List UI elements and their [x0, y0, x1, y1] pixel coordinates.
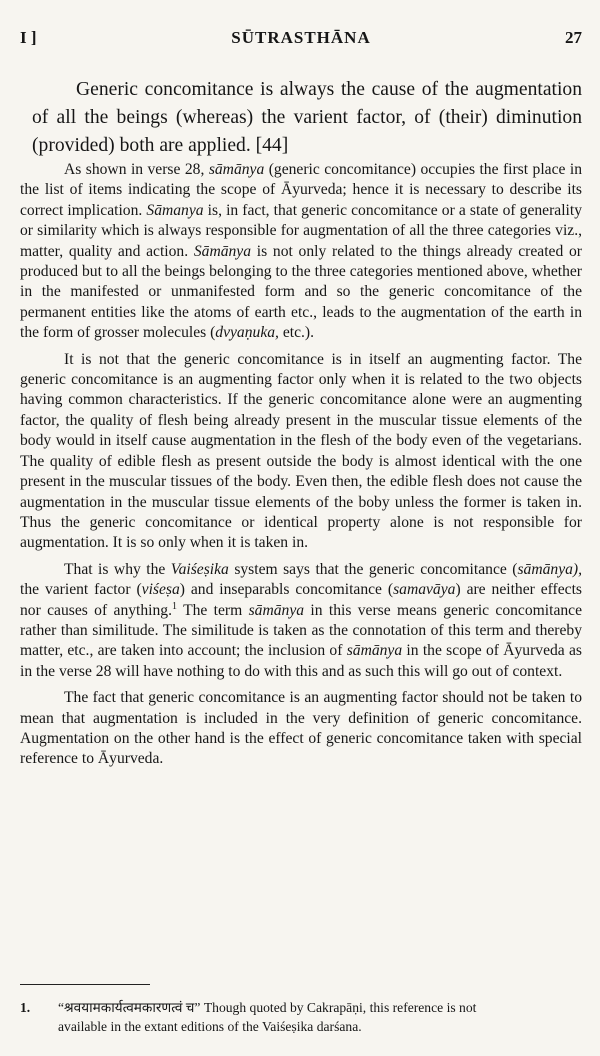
text-run: etc.). [278, 324, 315, 342]
text-run: The term [177, 601, 249, 619]
paragraph-2: It is not that the generic concomitance is in itself an augmenting factor. The generic concomitance is an augmenting factor only when it is related to the two objects having common characteristics. If the generic concomitance alone were an augmenting factor, the quality of flesh being already present in the muscular tissue elements of the body would in itself cause augmentation in the flesh of the body even of the vegetarians. The quality of edible flesh as present outside the body is almost identical with the one present in the muscular tissues of the body. Even then, the edible flesh does not cause the augmentation in the muscular tissue elements of the boby unless the former is taken in. Thus the generic concomitance or identical property alone is not responsible for augmentation. It is so only when it is taken in. [20, 350, 582, 552]
text-run: is not only related to the things already created or produced but to all the beings belonging to the three categories mentioned above, whether in the manifested or unmanifested form and so the generic concomitance of the permanent entities like the atoms of earth etc., leads to the augmentation of the earth in the form of grosser molecules ( [20, 242, 582, 342]
chapter-marker: I ] [20, 28, 37, 47]
page-number: 27 [565, 28, 582, 47]
sanskrit-term: viśeṣa [141, 581, 180, 599]
sanskrit-term: sāmānya [346, 642, 403, 660]
sanskrit-term: Sāmānya [193, 242, 252, 260]
footnote-ref[interactable]: 1 [172, 600, 177, 612]
commentary [20, 160, 582, 776]
text-run: That is why the [64, 560, 171, 578]
footnote-text: “श्रवयामकार्यत्वमकारणत्वं च” Though quoted by Cakrapāṇi, this reference is not [58, 1000, 477, 1015]
running-title: SŪTRASTHĀNA [231, 28, 371, 47]
text-run: the varient factor ( [20, 581, 142, 599]
paragraph-4: The fact that generic concomitance is an augmenting factor should not be taken to mean that augmentation is included in the very definition of generic concomitance. Augmentation on the other hand is the effect of generic concomitance taken with special reference to Āyurveda. [20, 689, 582, 768]
footnote-line-2: available in the extant editions of the Vaiśeṣika darśana. [58, 1019, 362, 1034]
sanskrit-term: sāmānya [208, 161, 265, 178]
text-run: is, in fact, that generic concomitance or a state of generality or similarity which is always responsible for augmentation of all the three categories viz., matter, quality and action. [20, 201, 582, 260]
footnote [20, 998, 582, 1036]
sanskrit-term: Vaiśeṣika [170, 560, 229, 578]
sanskrit-term: sāmānya), [517, 560, 582, 578]
running-header [20, 28, 582, 50]
text-run: ) are neither effects nor causes of anything. [20, 581, 582, 619]
sanskrit-term: Sāmanya [146, 201, 204, 219]
footnote-number: 1. [20, 1000, 31, 1015]
text-run: in the scope of Āyurveda as in the verse 28 will have nothing to do with this and as such this will go out of context. [20, 642, 582, 680]
paragraph-3 [20, 560, 582, 682]
sanskrit-term: samavāya [393, 581, 456, 599]
text-run: in this verse means generic concomitance rather than similitude. The similitude is taken as the connotation of this term and thereby matter, etc., are taken into account; the inclusion of [20, 601, 583, 660]
verse-translation: Generic concomitance is always the cause of the augmentation of all the beings (whereas) the varient factor, of (their) diminution (provided) both are applied. [44] [32, 79, 582, 156]
footnote-line-1 [20, 998, 582, 1017]
text-run: (generic concomitance) occupies the first place in the list of items indicating the scope of Āyurveda; hence it is necessary to describe its correct implication. [20, 161, 582, 219]
text-run: system says that the generic concomitance ( [228, 560, 518, 578]
text-run: As shown in verse 28, [64, 161, 209, 178]
text-run: ) and inseparabls concomitance ( [179, 581, 394, 599]
sanskrit-term: sāmānya [248, 601, 305, 619]
footnote-divider [20, 984, 150, 985]
paragraph-1 [20, 160, 582, 344]
sanskrit-term: dvyaṇuka, [215, 324, 279, 342]
